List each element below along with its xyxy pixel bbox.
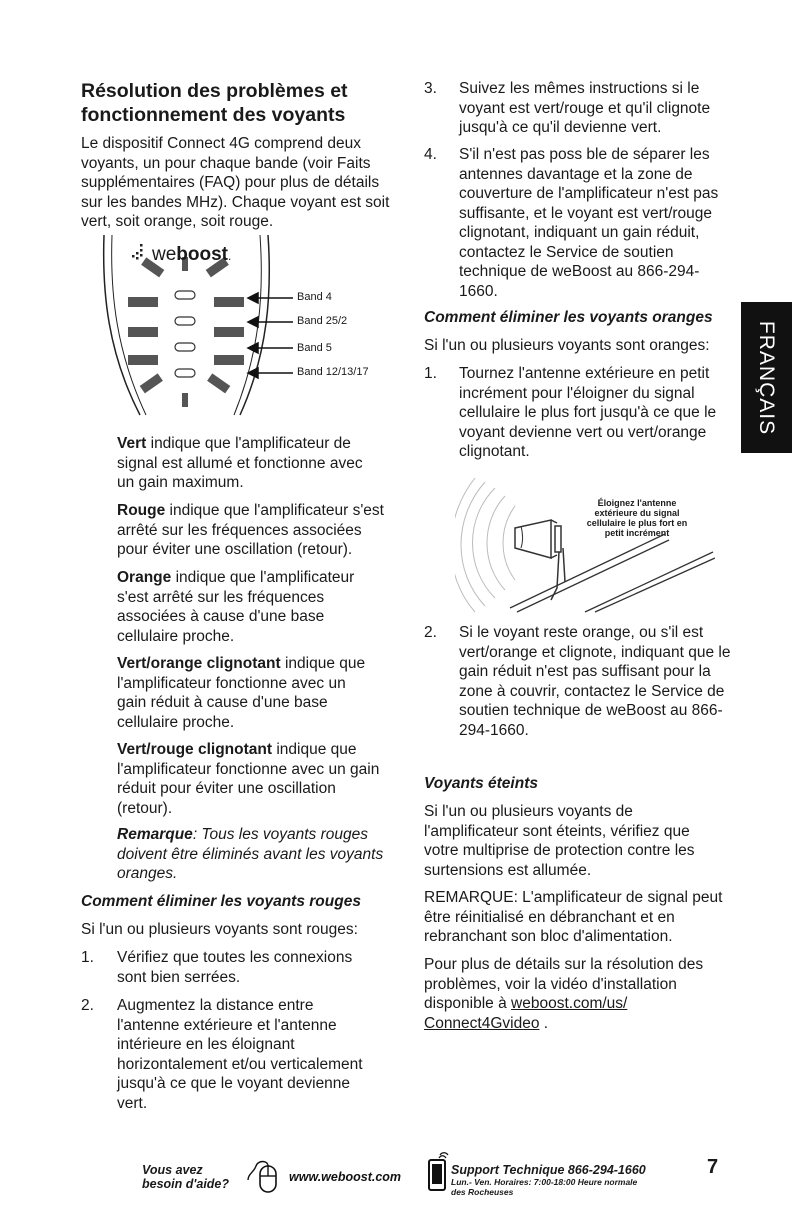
- more-details-text: Pour plus de détails sur la résolution des problèmes, voir la vidéo d'installation disponible à: [424, 956, 704, 1012]
- remark: [117, 825, 387, 884]
- more-details-end: .: [539, 1014, 549, 1032]
- step-text: Tournez l'antenne extérieure en petit incrément pour l'éloigner du signal cellulaire le plus fort jusqu'à ce que le voyant devienne vert ou vert/orange clignotant.: [459, 365, 717, 460]
- orange-lights-intro: Si l'un ou plusieurs voyants sont oranges:: [424, 337, 710, 354]
- step-text: Si le voyant reste orange, ou s'il est vert/orange et clignote, indiquant que le gain réduit n'est pas suffisant pour la zone à couvrir, contactez le Service de soutien technique de weBoost au 866-294-1660.: [459, 624, 731, 739]
- step-number: 3.: [424, 80, 437, 97]
- step-text: S'il n'est pas poss ble de séparer les antennes davantage et la zone de couverture de l'amplificateur n'est pas suffisante, et le voyant est vert/rouge clignotant, indiquant un gain réduit, contactez le Service de soutien technique de weBoost au 866-294-1660.: [459, 146, 719, 300]
- weboost-logo: [152, 244, 231, 266]
- mouse-icon: [246, 1158, 284, 1199]
- video-link-line-2: Connect4Gvideo: [424, 1014, 540, 1032]
- definition-term: Vert: [117, 435, 147, 452]
- caption-line: Éloignez l'antenne: [597, 498, 677, 508]
- logo-suffix: boost: [176, 244, 229, 265]
- video-link-line-1: weboost.com/us/: [511, 995, 628, 1012]
- website-link[interactable]: www.weboost.com: [289, 1170, 402, 1184]
- antenna-figure: [455, 478, 715, 613]
- help-line-2: besoin d'aide?: [142, 1177, 230, 1191]
- support-info: [451, 1163, 646, 1197]
- more-details: [424, 955, 719, 1033]
- heading-line-1: Résolution des problèmes et: [81, 80, 348, 102]
- step-number: 1.: [81, 949, 94, 966]
- definition-term: Vert/orange clignotant: [117, 655, 281, 672]
- off-lights-heading: Voyants éteints: [424, 775, 538, 792]
- definition-green: [117, 434, 379, 493]
- intro-paragraph: Le dispositif Connect 4G comprend deux voyants, un pour chaque bande (voir Faits supplémentaires (FAQ) pour plus de détails sur les bandes MHz). Chaque voyant est soit vert, soit orange, soit rouge.: [81, 135, 390, 230]
- hours-line-2: des Rocheuses: [451, 1187, 514, 1197]
- caption-line: cellulaire le plus fort en: [586, 518, 688, 528]
- page-number: 7: [707, 1156, 719, 1178]
- step-number: 1.: [424, 365, 437, 382]
- definition-text: indique que l'amplificateur fonctionne avec un gain réduit à cause d'une base cellulaire proche.: [117, 655, 366, 731]
- help-line-1: Vous avez: [142, 1163, 203, 1177]
- band-label: Band 12/13/17: [297, 366, 369, 378]
- phone-icon: [425, 1152, 449, 1197]
- device-illustration: [100, 233, 400, 418]
- definition-term: Orange: [117, 569, 172, 586]
- definition-term: Rouge: [117, 502, 166, 519]
- step-number: 2.: [81, 997, 94, 1014]
- reset-note: REMARQUE: L'amplificateur de signal peut être réinitialisé en débranchant et en rebranchant son bloc d'alimentation.: [424, 889, 723, 945]
- step-number: 4.: [424, 146, 437, 163]
- logo-tm: .: [228, 249, 232, 263]
- definition-orange: [117, 568, 367, 646]
- remark-label: Remarque: [117, 826, 193, 843]
- antenna-caption: [567, 498, 707, 538]
- definition-green-orange-blinking: [117, 654, 372, 732]
- definition-green-red-blinking: [117, 740, 385, 818]
- step-text: Augmentez la distance entre l'antenne extérieure et l'antenne intérieure en les éloignant horizontalement et/ou verticalement jusqu'à ce que le voyant devienne vert.: [117, 997, 363, 1112]
- band-label: Band 4: [297, 291, 332, 303]
- definition-text: indique que l'amplificateur s'est arrêté sur les fréquences associées à cause d'une base cellulaire proche.: [117, 569, 355, 645]
- definition-text: indique que l'amplificateur s'est arrêté sur les fréquences associées pour éviter une oscillation (retour).: [117, 502, 384, 558]
- hours-line-1: Lun.- Ven. Horaires: 7:00-18:00 Heure normale: [451, 1177, 638, 1187]
- step-number: 2.: [424, 624, 437, 641]
- definition-text: indique que l'amplificateur de signal est allumé et fonctionne avec un gain maximum.: [117, 435, 363, 491]
- orange-lights-heading: Comment éliminer les voyants oranges: [424, 309, 713, 326]
- support-phone: Support Technique 866-294-1660: [451, 1163, 646, 1177]
- caption-line: petit incrément: [604, 528, 670, 538]
- off-lights-text: Si l'un ou plusieurs voyants de l'amplificateur sont éteints, vérifiez que votre multiprise de protection contre les surtensions est allumée.: [424, 803, 695, 879]
- device-figure: [100, 233, 400, 418]
- definition-red: [117, 501, 392, 560]
- definition-text: indique que l'amplificateur fonctionne avec un gain réduit pour éviter une oscillation (retour).: [117, 741, 380, 817]
- heading-line-2: fonctionnement des voyants: [81, 104, 346, 126]
- language-tab: [741, 302, 792, 453]
- language-label: FRANÇAIS: [755, 320, 779, 435]
- caption-line: extérieure du signal: [594, 508, 680, 518]
- band-label: Band 25/2: [297, 315, 348, 327]
- logo-dots-icon: [132, 244, 143, 260]
- help-text: [142, 1163, 229, 1191]
- logo-prefix: we: [152, 244, 177, 265]
- step-text: Vérifiez que toutes les connexions sont bien serrées.: [117, 949, 353, 986]
- band-label: Band 5: [297, 342, 332, 354]
- red-lights-intro: Si l'un ou plusieurs voyants sont rouges:: [81, 921, 358, 938]
- section-heading: [81, 79, 401, 127]
- step-text: Suivez les mêmes instructions si le voyant est vert/rouge et qu'il clignote jusqu'à ce qu'il devienne vert.: [459, 80, 711, 136]
- red-lights-heading: Comment éliminer les voyants rouges: [81, 893, 361, 910]
- remark-text: : Tous les voyants rouges doivent être éliminés avant les voyants oranges.: [117, 826, 384, 882]
- definition-term: Vert/rouge clignotant: [117, 741, 273, 758]
